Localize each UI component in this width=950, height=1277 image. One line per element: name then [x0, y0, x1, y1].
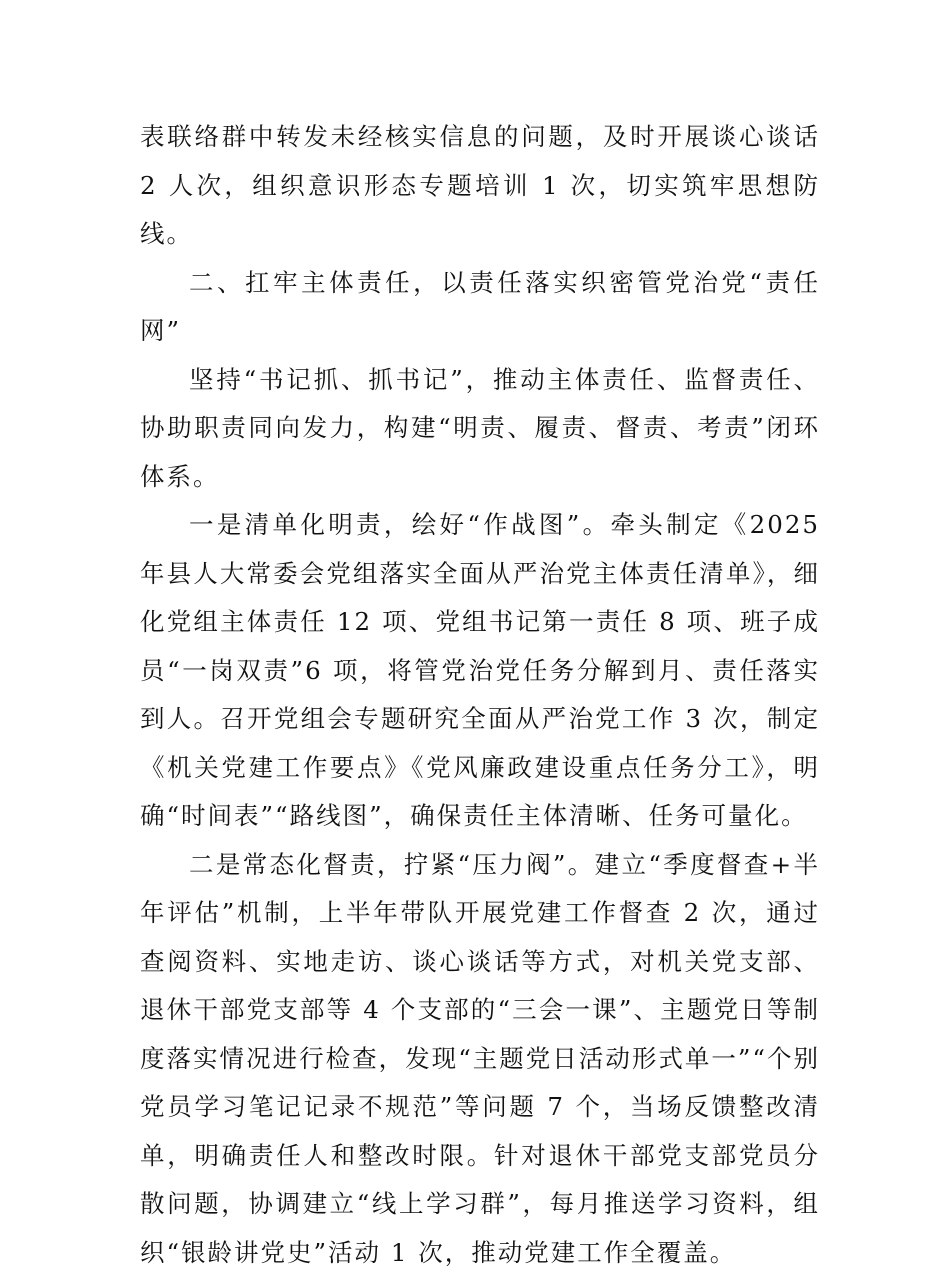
paragraph-continuation: 表联络群中转发未经核实信息的问题，及时开展谈心谈话 2 人次，组织意识形态专题培训 1 次，切实筑牢思想防线。 [140, 113, 820, 259]
section-heading: 二、扛牢主体责任，以责任落实织密管党治党“责任网” [140, 259, 820, 356]
paragraph-item-two: 二是常态化督责，拧紧“压力阀”。建立“季度督查+半年评估”机制，上半年带队开展党建工作督查 2 次，通过查阅资料、实地走访、谈心谈话等方式，对机关党支部、退休干部党支部等 4 个支部的“三会一课”、主题党日等制度落实情况进行检查，发现“主题党日活动形式单一”“个别党员学习笔记记录不规范”等问题 7 个，当场反馈整改清单，明确责任人和整改时限。针对退休干部党支部党员分散问题，协调建立“线上学习群”，每月推送学习资料，组织“银龄讲党史”活动 1 次，推动党建工作全覆盖。 [140, 841, 820, 1277]
document-body [140, 113, 820, 1277]
paragraph-item-one: 一是清单化明责，绘好“作战图”。牵头制定《2025 年县人大常委会党组落实全面从严治党主体责任清单》，细化党组主体责任 12 项、党组书记第一责任 8 项、班子成员“一岗双责”6 项，将管党治党任务分解到月、责任落实到人。召开党组会专题研究全面从严治党工作 3 次，制定《机关党建工作要点》《党风廉政建设重点任务分工》，明确“时间表”“路线图”，确保责任主体清晰、任务可量化。 [140, 501, 820, 841]
paragraph-intro: 坚持“书记抓、抓书记”，推动主体责任、监督责任、协助职责同向发力，构建“明责、履责、督责、考责”闭环体系。 [140, 356, 820, 502]
